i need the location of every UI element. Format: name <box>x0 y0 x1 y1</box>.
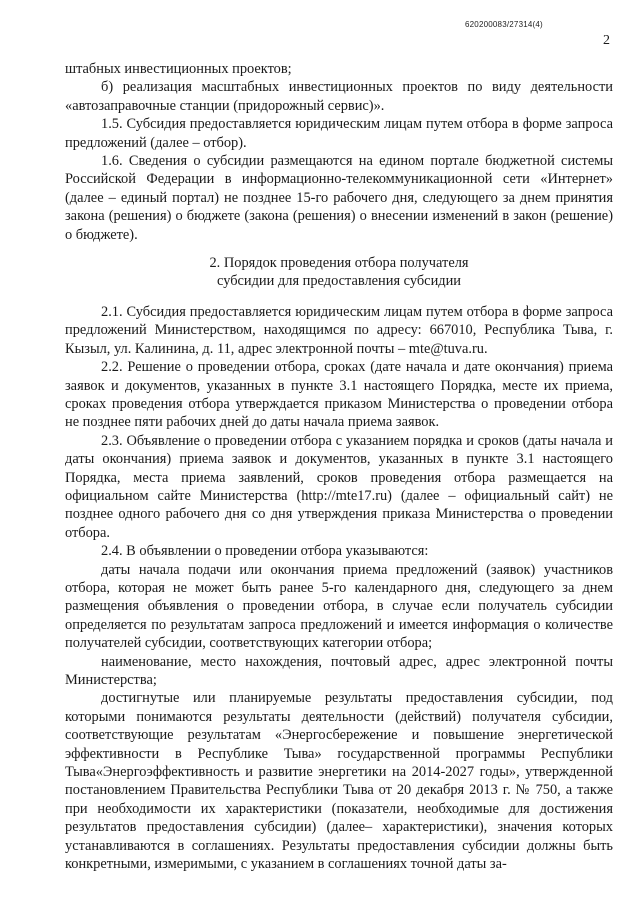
paragraph: 1.5. Субсидия предоставляется юридическим лицам путем отбора в форме запроса предложений (далее – отбор). <box>65 116 613 151</box>
paragraphs-after <box>65 303 613 874</box>
paragraph: даты начала подачи или окончания приема предложений (заявок) участников отбора, которая не может быть ранее 5-го календарного дня, следующего за днем размещения объявления о проведении отбора, в случае если получатель субсидии определяется по результатам запроса предложений и имеется информация о количестве получателей субсидии, соответствующих категории отбора; <box>65 561 613 652</box>
page-number: 2 <box>603 33 610 48</box>
paragraph: б) реализация масштабных инвестиционных проектов по виду деятельности «автозаправочные станции (придорожный сервис)». <box>65 79 613 114</box>
section-title-line-1: 2. Порядок проведения отбора получателя <box>209 255 469 272</box>
paragraph: достигнутые или планируемые результаты предоставления субсидии, под которыми понимаются результаты деятельности (действий) получателя субсидии, соответствующие результатам «Энергосбережение и повышение энергетической эффективности в Республике Тыва» государственной программы Республики Тыва«Энергоэффективность и развитие энергетики на 2014-2027 годы», утвержденной постановлением Правительства Республики Тыва от 20 декабря 2013 г. № 750, а также при необходимости их характеристики (показатели, необходимые для достижения результатов предоставления субсидии) (далее– характеристики), значения которых устанавливаются в соглашениях. Результаты предоставления субсидии должны быть конкретными, измеримыми, с указанием в соглашениях точной даты за- <box>65 690 613 873</box>
paragraph: 1.6. Сведения о субсидии размещаются на едином портале бюджетной системы Российской Федерации в информационно-телекоммуникационной сети «Интернет» (далее – единый портал) не позднее 15-го рабочего дня, следующего за днем принятия закона (решения) о бюджете (закона (решения) о внесении изменений в закон (решение) о бюджете). <box>65 153 613 243</box>
paragraph: 2.4. В объявлении о проведении отбора указываются: <box>101 543 429 560</box>
document-code: 620200083/27314(4) <box>465 20 543 29</box>
paragraphs-before <box>65 60 613 244</box>
paragraph: наименование, место нахождения, почтовый адрес, адрес электронной почты Министерства; <box>65 653 613 688</box>
paragraph: штабных инвестиционных проектов; <box>65 61 292 77</box>
paragraph: 2.2. Решение о проведении отбора, сроках (дате начала и дате окончания) приема заявок и документов, указанных в пункте 3.1 настоящего Порядка, месте их приема, сроках проведения отбора утверждается приказом Министерства о проведении отбора не позднее пяти рабочих дней до даты начала приема заявок. <box>65 359 613 431</box>
section-title <box>65 254 613 291</box>
section-title-line-2: субсидии для предоставления субсидии <box>217 273 461 290</box>
document-body <box>65 60 613 873</box>
paragraph: 2.3. Объявление о проведении отбора с указанием порядка и сроков (даты начала и даты окончания) приема заявок и документов, указанных в пункте 3.1 настоящего Порядка, места приема заявлений, сроков проведения отбора размещается на официальном сайте Министерства (http://mte17.ru) (далее – официальный сайт) не позднее одного рабочего дня со дня утверждения приказа Министерства о проведении отбора. <box>65 432 613 541</box>
paragraph: 2.1. Субсидия предоставляется юридическим лицам путем отбора в форме запроса предложений Министерством, находящимся по адресу: 667010, Республика Тыва, г. Кызыл, ул. Калинина, д. 11, адрес электронной почты – mte@tuva.ru. <box>65 303 613 357</box>
